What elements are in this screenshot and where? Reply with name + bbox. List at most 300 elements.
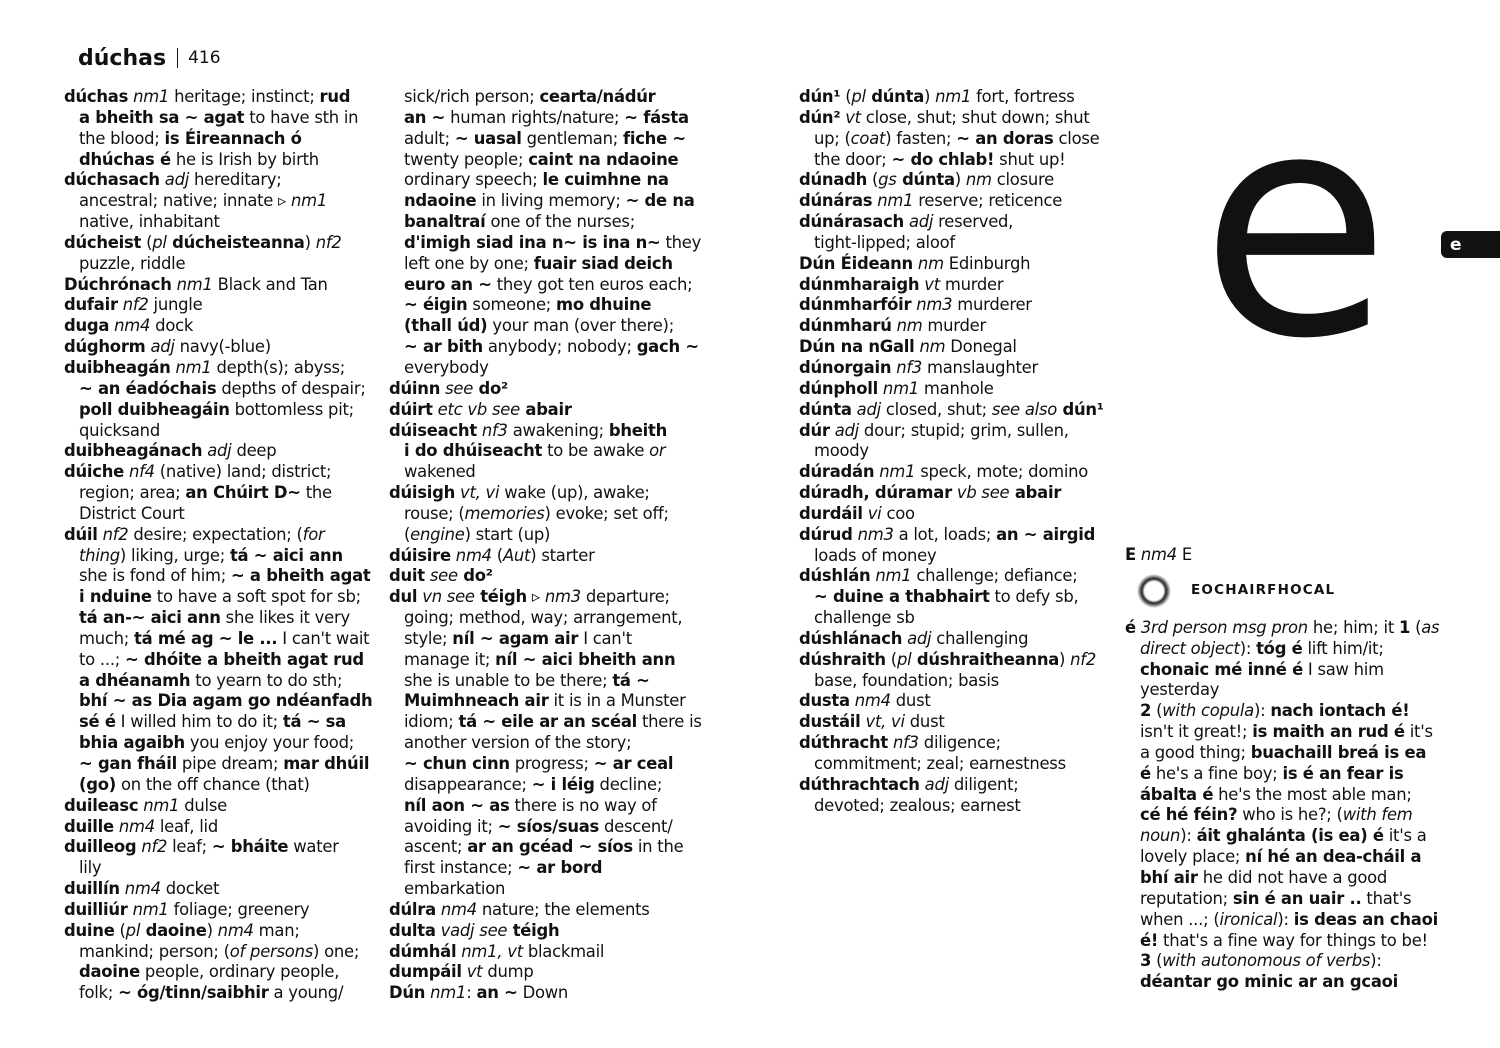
definition-text: : bbox=[466, 983, 477, 1003]
headword-text: is é an fear is bbox=[1282, 763, 1404, 783]
definition-text: ( bbox=[1151, 701, 1163, 721]
dictionary-entry bbox=[799, 212, 1119, 233]
headword-text: dul bbox=[389, 587, 418, 607]
headword-text: tá mé ag ~ le ... bbox=[134, 628, 278, 648]
entry-continuation bbox=[389, 712, 711, 733]
dictionary-entry bbox=[799, 525, 1119, 546]
definition-text: ) bbox=[304, 232, 311, 252]
dictionary-entry bbox=[799, 483, 1119, 504]
definition-text: leaf, lid bbox=[154, 816, 218, 836]
grammar-label: pl bbox=[896, 649, 912, 669]
definition-text: much; bbox=[79, 628, 134, 648]
entry-continuation bbox=[1125, 680, 1430, 701]
grammar-label: nm3 bbox=[911, 295, 953, 315]
grammar-label: as bbox=[1421, 617, 1440, 637]
entry-continuation bbox=[389, 87, 711, 108]
definition-text: ▹ bbox=[526, 587, 540, 607]
grammar-label: 3rd person msg pron bbox=[1135, 617, 1308, 637]
entry-continuation bbox=[799, 754, 1119, 775]
definition-text: ( bbox=[141, 232, 153, 252]
grammar-label: vt, vi bbox=[860, 712, 905, 732]
headword-text: cearta/nádúr bbox=[539, 87, 656, 106]
entry-continuation bbox=[389, 504, 711, 525]
definition-text: dust bbox=[890, 691, 931, 711]
dictionary-entry bbox=[799, 733, 1119, 754]
entry-continuation bbox=[389, 462, 711, 483]
grammar-label: nf2 bbox=[310, 232, 342, 252]
definition-text: Down bbox=[517, 983, 569, 1003]
definition-text: that's a fine way for things to be! bbox=[1158, 930, 1428, 950]
entry-continuation bbox=[799, 671, 1119, 692]
entry-continuation bbox=[389, 337, 711, 358]
headword-text: dufair bbox=[64, 295, 118, 315]
headword-text: rud bbox=[319, 87, 351, 106]
definition-text: shut up! bbox=[994, 149, 1066, 169]
headword-text: bhia agaibh bbox=[79, 733, 185, 753]
dictionary-entry bbox=[799, 87, 1119, 108]
grammar-label: nm1 bbox=[171, 274, 213, 294]
definition-text: desire; expectation; ( bbox=[128, 524, 303, 544]
entry-continuation bbox=[389, 608, 711, 629]
headword-text: daoine bbox=[140, 920, 207, 940]
headword-text: mo dhuine bbox=[556, 295, 652, 315]
headword-text: ~ ar bith bbox=[404, 337, 483, 357]
headword-text: buachaill breá is ea bbox=[1250, 742, 1427, 762]
dictionary-entry bbox=[799, 337, 1119, 358]
section-letter-e bbox=[1200, 46, 1391, 407]
definition-text: diligent; bbox=[948, 774, 1019, 794]
grammar-label: nf2 bbox=[97, 524, 129, 544]
headword-text: téigh bbox=[507, 920, 560, 940]
headword-text: ~ an doras bbox=[956, 128, 1054, 148]
headword-text: fiche ~ bbox=[622, 128, 686, 148]
definition-text: reserved, bbox=[933, 212, 1014, 232]
entry-continuation bbox=[64, 629, 382, 650]
headword-text: dusta bbox=[799, 691, 850, 711]
definition-text: puzzle, riddle bbox=[79, 253, 186, 273]
definition-text: (native) land; district; bbox=[154, 462, 332, 482]
definition-text: disappearance; bbox=[404, 774, 532, 794]
definition-text: murder bbox=[939, 274, 1004, 294]
grammar-label: nf2 bbox=[136, 837, 168, 857]
entry-continuation bbox=[389, 525, 711, 546]
definition-text: there is no way of bbox=[509, 795, 657, 815]
dictionary-entry bbox=[799, 629, 1119, 650]
dictionary-entry bbox=[799, 295, 1119, 316]
entry-continuation bbox=[1125, 889, 1430, 910]
definition-text: heritage; instinct; bbox=[169, 87, 320, 106]
entry-continuation bbox=[1125, 826, 1430, 847]
headword-text: duga bbox=[64, 316, 110, 336]
grammar-label: with autonomous of verbs bbox=[1162, 951, 1371, 971]
headword-text: duit bbox=[389, 566, 425, 586]
definition-text: he's the most able man; bbox=[1213, 784, 1412, 804]
dictionary-entry bbox=[64, 170, 382, 191]
headword-text: dún² bbox=[799, 107, 841, 127]
definition-text: blackmail bbox=[522, 941, 605, 961]
definition-text: the bbox=[300, 483, 332, 503]
grammar-label: with fem bbox=[1342, 805, 1413, 825]
definition-text: manhole bbox=[918, 378, 994, 398]
entry-continuation bbox=[389, 108, 711, 129]
headword-text: ~ uasal bbox=[454, 128, 522, 148]
entry-continuation bbox=[389, 170, 711, 191]
definition-text: departure; bbox=[580, 587, 670, 607]
definition-text: in living memory; bbox=[476, 191, 626, 211]
dictionary-entry bbox=[799, 504, 1119, 525]
entry-continuation bbox=[64, 691, 382, 712]
definition-text: left one by one; bbox=[404, 253, 534, 273]
entry-continuation bbox=[64, 754, 382, 775]
headword-text: dúnmharfóir bbox=[799, 295, 912, 315]
headword-text: dúthrachtach bbox=[799, 774, 920, 794]
headword-text: duilleog bbox=[64, 837, 137, 857]
definition-text: he did not have a good bbox=[1197, 867, 1388, 887]
headword-text: do² bbox=[457, 566, 493, 586]
definition-text: another version of the story; bbox=[404, 733, 632, 753]
definition-text: lily bbox=[79, 858, 102, 878]
dictionary-entry bbox=[799, 275, 1119, 296]
grammar-label: nm4 bbox=[113, 816, 155, 836]
definition-text: up; ( bbox=[814, 128, 851, 148]
definition-text: to be awake bbox=[542, 441, 650, 461]
grammar-label: adj bbox=[902, 628, 932, 648]
entry-continuation bbox=[1125, 660, 1430, 681]
entry-continuation bbox=[1125, 639, 1430, 660]
grammar-label: nm1 bbox=[127, 899, 169, 919]
headword-text: bhí air bbox=[1140, 867, 1198, 887]
definition-text: nature; the elements bbox=[476, 899, 650, 919]
entry-continuation bbox=[64, 254, 382, 275]
grammar-label: pl bbox=[152, 232, 167, 252]
dictionary-entry bbox=[64, 337, 382, 358]
headword-text: d'imigh siad ina n~ is ina n~ bbox=[404, 232, 661, 252]
keyword-circle-icon bbox=[1137, 574, 1171, 608]
entry-continuation bbox=[1125, 743, 1430, 764]
entry-e-letter bbox=[1125, 545, 1430, 566]
headword-text: Dún bbox=[389, 983, 426, 1003]
grammar-label: memories bbox=[464, 503, 545, 523]
definition-text: ( bbox=[1151, 951, 1163, 971]
dictionary-entry bbox=[64, 921, 382, 942]
definition-text: they bbox=[660, 232, 702, 252]
column-4 bbox=[1125, 545, 1440, 993]
grammar-label: adj bbox=[145, 337, 175, 357]
entry-continuation bbox=[64, 650, 382, 671]
definition-text: ) liking, urge; bbox=[119, 545, 230, 565]
headword-text: dúinn bbox=[389, 378, 441, 398]
headword-text: dúghorm bbox=[64, 337, 146, 357]
entry-continuation bbox=[64, 379, 382, 400]
keyword-box bbox=[1137, 574, 1430, 608]
entry-continuation bbox=[799, 233, 1119, 254]
headword-text: (thall úd) bbox=[404, 316, 488, 336]
entry-continuation bbox=[389, 796, 711, 817]
headword-text: ~ ar ceal bbox=[593, 754, 674, 773]
headword-text: bhí ~ as Dia agam go ndéanfadh bbox=[79, 691, 373, 711]
grammar-label: nf2 bbox=[1065, 649, 1096, 669]
grammar-label: nm4 bbox=[435, 899, 477, 919]
grammar-label: nf3 bbox=[476, 420, 508, 440]
dictionary-entry bbox=[799, 566, 1119, 587]
headword-text: fuair siad deich bbox=[533, 253, 673, 273]
definition-text: tight-lipped; aloof bbox=[814, 232, 955, 252]
headword-text: dúshraith bbox=[799, 649, 886, 669]
headword-text: E bbox=[1125, 545, 1136, 564]
thumb-index-letter: e bbox=[1450, 234, 1462, 255]
definition-text: ( bbox=[114, 920, 126, 940]
grammar-label: vb see bbox=[951, 483, 1010, 503]
definition-text: in the bbox=[632, 837, 684, 857]
dictionary-entry bbox=[64, 462, 382, 483]
headword-text: ábalta é bbox=[1140, 784, 1214, 804]
definition-text: adult; bbox=[404, 128, 455, 148]
definition-text: he is Irish by birth bbox=[170, 149, 319, 169]
dictionary-entry bbox=[389, 921, 711, 942]
entry-continuation bbox=[389, 275, 711, 296]
headword-text: dúnáras bbox=[799, 191, 873, 211]
grammar-label: nm1 bbox=[170, 357, 212, 377]
dictionary-entry bbox=[799, 316, 1119, 337]
dictionary-entry bbox=[1125, 617, 1440, 639]
headword-text: dúnta bbox=[865, 87, 925, 106]
keyword-label: EOCHAIRFHOCAL bbox=[1191, 582, 1336, 599]
definition-text: ) bbox=[924, 87, 931, 106]
headword-text: ar an gcéad ~ síos bbox=[467, 837, 633, 857]
grammar-label: nm1 bbox=[877, 378, 919, 398]
headword-text: (go) bbox=[79, 774, 116, 794]
definition-text: to ...; bbox=[79, 649, 126, 669]
headword-text: is Éireannach ó bbox=[164, 128, 302, 148]
definition-text: ) one; bbox=[313, 941, 360, 961]
dictionary-entry bbox=[799, 650, 1119, 671]
grammar-label: vt bbox=[919, 274, 940, 294]
definition-text: who is he?; ( bbox=[1237, 805, 1343, 825]
definition-text: coo bbox=[881, 503, 915, 523]
headword-text: ~ bháite bbox=[211, 837, 289, 857]
grammar-label: nm1 bbox=[128, 87, 170, 106]
definition-text: bottomless pit; bbox=[229, 399, 354, 419]
dictionary-entry bbox=[799, 691, 1119, 712]
headword-text: dulta bbox=[389, 920, 436, 940]
entry-continuation bbox=[389, 150, 711, 171]
grammar-label: nm1 bbox=[138, 795, 180, 815]
headword-text: dúthracht bbox=[799, 733, 889, 753]
definition-text: the door; bbox=[814, 149, 892, 169]
definition-text: ) fasten; bbox=[885, 128, 957, 148]
entry-continuation bbox=[1125, 868, 1430, 889]
headword-text: do² bbox=[473, 378, 508, 398]
entry-continuation bbox=[1125, 972, 1430, 993]
definition-text: everybody bbox=[404, 357, 489, 377]
grammar-label: vi bbox=[862, 503, 882, 523]
headword-text: tá an-~ aici ann bbox=[79, 608, 221, 628]
dictionary-entry bbox=[64, 837, 382, 858]
headword-text: téigh bbox=[474, 587, 527, 607]
definition-text: ) starter bbox=[530, 545, 595, 565]
headword-text: Dún na nGall bbox=[799, 337, 915, 357]
definition-text: ): bbox=[1370, 951, 1382, 971]
definition-text: ancestral; native; innate ▹ bbox=[79, 191, 287, 211]
definition-text: rouse; ( bbox=[404, 503, 465, 523]
headword-text: mar dhúil bbox=[283, 754, 370, 773]
headword-text: dúnta bbox=[799, 399, 852, 419]
page-number: 416 bbox=[188, 48, 221, 68]
headword-text: Dún Éideann bbox=[799, 253, 913, 273]
entry-continuation bbox=[1125, 785, 1430, 806]
entry-continuation bbox=[1125, 931, 1430, 952]
grammar-label: pl bbox=[125, 920, 141, 940]
headword-text: ~ chun cinn bbox=[404, 754, 510, 773]
headword-text: durdáil bbox=[799, 503, 863, 523]
definition-text: lovely place; bbox=[1140, 847, 1246, 867]
grammar-label: nm1 bbox=[286, 191, 328, 211]
definition-text: ( bbox=[1410, 617, 1422, 637]
definition-text: closure bbox=[991, 170, 1054, 190]
headword-text: dúil bbox=[64, 524, 98, 544]
definition-text: someone; bbox=[467, 295, 557, 315]
headword-text: ~ dhóite a bheith agat rud bbox=[125, 649, 364, 669]
grammar-label: etc vb see bbox=[432, 399, 520, 419]
definition-text: fort, fortress bbox=[971, 87, 1075, 106]
headword-text: 1 bbox=[1398, 617, 1411, 637]
grammar-label: of persons bbox=[229, 941, 314, 961]
headword-text: dúiseacht bbox=[389, 420, 477, 440]
headword-text: dúcheist bbox=[64, 232, 142, 252]
definition-text: ) bbox=[954, 170, 961, 190]
headword-text: dustáil bbox=[799, 712, 861, 732]
entry-continuation bbox=[64, 108, 382, 129]
headword-text: dúnorgain bbox=[799, 357, 892, 377]
definition-text: reserve; reticence bbox=[913, 191, 1063, 211]
definition-text: ): bbox=[1180, 826, 1197, 846]
headword-text: dún¹ bbox=[1057, 399, 1104, 419]
definition-text: ( bbox=[840, 87, 852, 106]
definition-text: native, inhabitant bbox=[79, 212, 220, 232]
headword-guide: dúchas bbox=[78, 45, 167, 71]
grammar-label: adj bbox=[829, 420, 859, 440]
definition-text: water bbox=[288, 837, 339, 857]
definition-text: a young/ bbox=[268, 983, 344, 1003]
definition-text: going; method, way; arrangement, bbox=[404, 608, 683, 628]
entry-continuation bbox=[389, 358, 711, 379]
dictionary-entry bbox=[389, 379, 711, 400]
headword-text: Muimhneach air bbox=[404, 691, 549, 711]
entry-continuation bbox=[64, 129, 382, 150]
grammar-label: see also bbox=[991, 399, 1058, 419]
definition-text: man; bbox=[253, 920, 300, 940]
dictionary-entry bbox=[389, 900, 711, 921]
headword-text: an Chúirt D~ bbox=[185, 483, 301, 503]
headword-text: is deas an chaoi bbox=[1293, 909, 1438, 929]
definition-text: murder bbox=[922, 316, 986, 336]
entry-continuation bbox=[799, 150, 1119, 171]
definition-text: ordinary speech; bbox=[404, 170, 543, 190]
definition-text: depths of despair; bbox=[216, 378, 366, 398]
definition-text: pipe dream; bbox=[176, 754, 284, 773]
definition-text: closed, shut; bbox=[880, 399, 992, 419]
dictionary-entry bbox=[64, 295, 382, 316]
entry-continuation bbox=[389, 191, 711, 212]
definition-text: foliage; greenery bbox=[168, 899, 310, 919]
entry-continuation bbox=[389, 817, 711, 838]
dictionary-entry bbox=[799, 191, 1119, 212]
definition-text: region; area; bbox=[79, 483, 186, 503]
entry-continuation bbox=[389, 858, 711, 879]
dictionary-entry bbox=[389, 587, 711, 608]
grammar-label: Aut bbox=[502, 545, 531, 565]
entry-continuation bbox=[389, 233, 711, 254]
entry-continuation bbox=[64, 671, 382, 692]
headword-text: dúshraitheanna bbox=[911, 649, 1060, 669]
headword-text: é bbox=[1125, 617, 1136, 637]
headword-text: poll duibheagáin bbox=[79, 399, 230, 419]
definition-text: loads of money bbox=[814, 545, 937, 565]
entry-continuation bbox=[799, 441, 1119, 462]
headword-text: tá ~ eile ar an scéal bbox=[458, 712, 638, 732]
entry-continuation bbox=[389, 775, 711, 796]
dictionary-entry bbox=[389, 483, 711, 504]
grammar-label: vt bbox=[840, 107, 861, 127]
definition-text: she likes it very bbox=[220, 608, 350, 628]
dictionary-entry bbox=[64, 441, 382, 462]
grammar-label: adj bbox=[903, 212, 934, 232]
definition-text: he's a fine boy; bbox=[1150, 763, 1283, 783]
headword-text: ~ gan fháil bbox=[79, 754, 177, 773]
definition-text: to defy sb, bbox=[989, 587, 1079, 607]
definition-text: awakening; bbox=[507, 420, 609, 440]
dictionary-entry bbox=[389, 962, 711, 983]
headword-text: dúchasach bbox=[64, 170, 160, 190]
dictionary-entry bbox=[64, 275, 382, 296]
entry-continuation bbox=[389, 316, 711, 337]
grammar-label: nm1 bbox=[425, 983, 467, 1003]
headword-text: dúshlánach bbox=[799, 628, 903, 648]
definition-text: ): bbox=[1253, 701, 1271, 721]
headword-text: an ~ airgid bbox=[996, 524, 1096, 544]
definition-text: base, foundation; basis bbox=[814, 670, 999, 690]
headword-text: duilliúr bbox=[64, 899, 128, 919]
grammar-label: nm1, vt bbox=[456, 941, 523, 961]
definition-text: it's a bbox=[1383, 826, 1427, 846]
grammar-label: nm1 bbox=[870, 566, 912, 586]
dictionary-entry bbox=[389, 983, 711, 1004]
grammar-label: nm1 bbox=[930, 87, 972, 106]
entry-continuation bbox=[64, 400, 382, 421]
definition-text: wake (up), awake; bbox=[499, 483, 650, 503]
entry-continuation bbox=[1125, 805, 1430, 826]
entry-continuation bbox=[389, 879, 711, 900]
headword-text: Dúchrónach bbox=[64, 274, 172, 294]
definition-text: twenty people; bbox=[404, 149, 529, 169]
headword-text: an ~ bbox=[476, 983, 518, 1003]
grammar-label: adj bbox=[202, 441, 232, 461]
definition-text: it's bbox=[1404, 722, 1433, 742]
definition-text: I saw him bbox=[1302, 659, 1384, 679]
definition-text: a lot, loads; bbox=[893, 524, 997, 544]
definition-text: dulse bbox=[179, 795, 227, 815]
definition-text: that's bbox=[1361, 888, 1412, 908]
grammar-label: noun bbox=[1140, 826, 1181, 846]
definition-text: decline; bbox=[594, 774, 663, 794]
dictionary-entry bbox=[799, 400, 1119, 421]
grammar-label: nm1 bbox=[874, 462, 916, 482]
entry-continuation bbox=[64, 775, 382, 796]
entry-continuation bbox=[1125, 701, 1430, 722]
definition-text: idiom; bbox=[404, 712, 459, 732]
headword-text: ndaoine bbox=[404, 191, 477, 211]
headword-text: le cuimhne na bbox=[542, 170, 669, 190]
